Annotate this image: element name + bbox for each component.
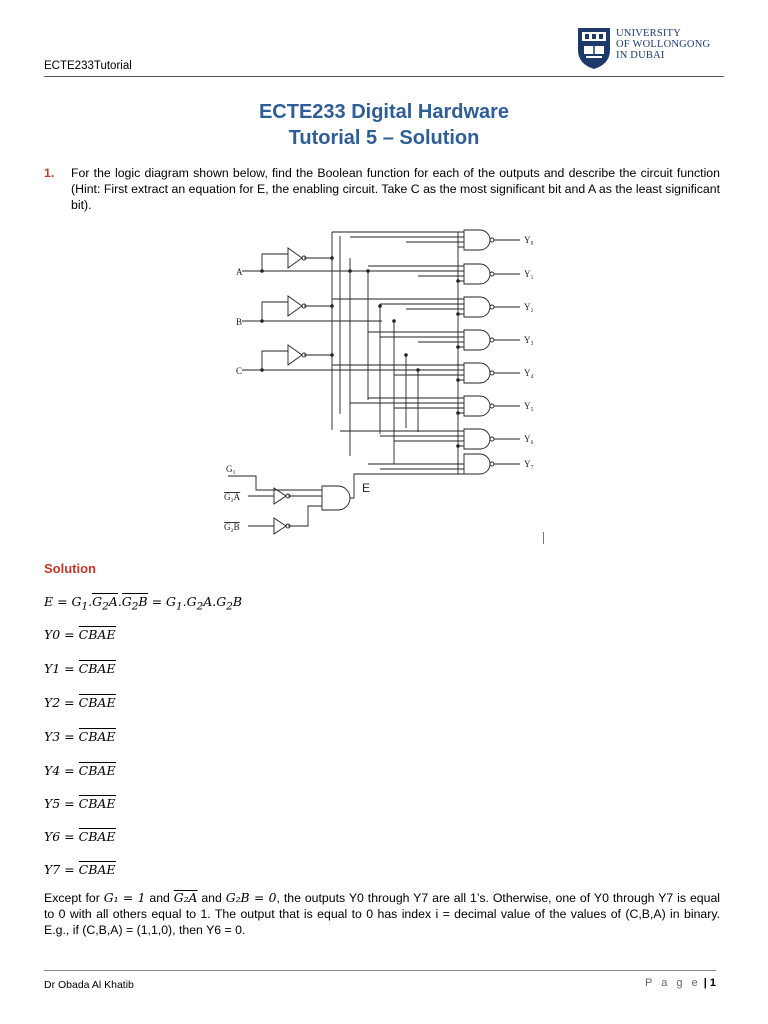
output-label: Y₃ (524, 335, 534, 345)
output-label: Y₅ (524, 401, 534, 411)
diagram-labels (224, 235, 534, 532)
output-label: Y₁ (524, 269, 534, 279)
logo-line: UNIVERSITY (616, 28, 681, 39)
equation-y0 (44, 627, 116, 642)
question-number: 1. (44, 166, 55, 180)
equation-lhs: Y7 = (44, 862, 79, 877)
text-cursor (543, 532, 544, 544)
conclusion-text: , the outputs Y0 through Y7 are all 1’s. Otherwise, one of Y0 through Y7 is equal to 0 with all others equal to 1. The output that is equal to 0 has index i = decimal value of the values of (C,B,A) in binary. E.g., if (C,B,A) = (1,1,0), then Y6 = 0. (44, 891, 721, 937)
junction-dots (260, 256, 460, 448)
header-rule (44, 76, 724, 77)
footer-author: Dr Obada Al Khatib (44, 979, 134, 991)
output-label: Y₂ (524, 302, 534, 312)
enable-input-g2a: G₂A (224, 492, 241, 502)
conclusion-text: Except for (44, 891, 104, 905)
equation-rhs: $G_1.G_2A.G_2B = G_1.G_2A.G_2B$ (71, 594, 243, 613)
equation-rhs: CBAE (78, 661, 116, 676)
header-course: ECTE233Tutorial (44, 60, 132, 72)
equation-y6 (44, 829, 116, 844)
logo-text (616, 28, 710, 61)
equation-rhs: CBAE (78, 695, 116, 710)
math-inline: G₁ = 1 (103, 891, 146, 905)
enable-circuit (228, 476, 354, 534)
output-label: Y₆ (524, 434, 534, 444)
equation-rhs: CBAE (78, 627, 116, 642)
equation-rhs: CBAE (78, 829, 116, 844)
page-label: P a g e (645, 977, 701, 989)
enable-input-g2b: G₂B (224, 522, 240, 532)
input-label-c: C (236, 366, 243, 376)
output-label: Y₇ (524, 459, 534, 469)
math-inline: G₂B = 0 (225, 891, 277, 905)
equation-y2 (44, 695, 116, 710)
conclusion-text: and (145, 891, 174, 905)
question-text: For the logic diagram shown below, find the Boolean function for each of the outputs and describe the circuit function (Hint: First extract an equation for E, the enabling circuit. Take C as the most significant bit and A as the least significant bit). (71, 166, 720, 212)
footer-page (645, 977, 716, 989)
question-1 (44, 165, 720, 213)
page-number: | 1 (703, 977, 716, 989)
equation-rhs: CBAE (78, 796, 116, 811)
equation-lhs: Y1 = (44, 661, 79, 676)
equation-lhs: Y2 = (44, 695, 79, 710)
equation-y7 (44, 862, 116, 877)
input-label-b: B (236, 317, 243, 327)
equation-rhs: CBAE (78, 729, 116, 744)
document-title: ECTE233 Digital Hardware (258, 101, 510, 123)
equation-lhs: Y5 = (44, 796, 79, 811)
logic-diagram (218, 224, 548, 546)
document-subtitle: Tutorial 5 – Solution (288, 127, 480, 149)
output-lines (494, 240, 520, 464)
conclusion-text: and (197, 891, 226, 905)
logo-line: OF WOLLONGONG (616, 39, 711, 50)
shield-icon (576, 26, 612, 70)
output-label: Y₀ (524, 235, 534, 245)
equation-e (44, 594, 242, 613)
equation-lhs: Y0 = (44, 627, 79, 642)
logo-line: IN DUBAI (616, 50, 665, 61)
equation-y3 (44, 729, 116, 744)
equation-lhs: E = (44, 594, 72, 609)
equation-y4 (44, 763, 116, 778)
nand-gates (464, 230, 494, 474)
equation-lhs: Y6 = (44, 829, 79, 844)
enable-input-g1: G₁ (226, 464, 236, 474)
input-label-a: A (236, 267, 243, 277)
equation-lhs: Y3 = (44, 729, 79, 744)
conclusion-paragraph (44, 890, 720, 938)
diagram-wiring (242, 232, 464, 486)
output-label: Y₄ (524, 368, 534, 378)
equation-y5 (44, 796, 116, 811)
equation-lhs: Y4 = (44, 763, 79, 778)
enable-label: E (362, 481, 371, 495)
equation-rhs: CBAE (78, 862, 116, 877)
university-logo (576, 26, 726, 72)
solution-heading: Solution (44, 561, 96, 576)
math-inline: G₂A (173, 891, 198, 905)
equation-rhs: CBAE (78, 763, 116, 778)
footer-rule (44, 970, 716, 971)
inverter-gates (288, 248, 306, 365)
equation-y1 (44, 661, 116, 676)
